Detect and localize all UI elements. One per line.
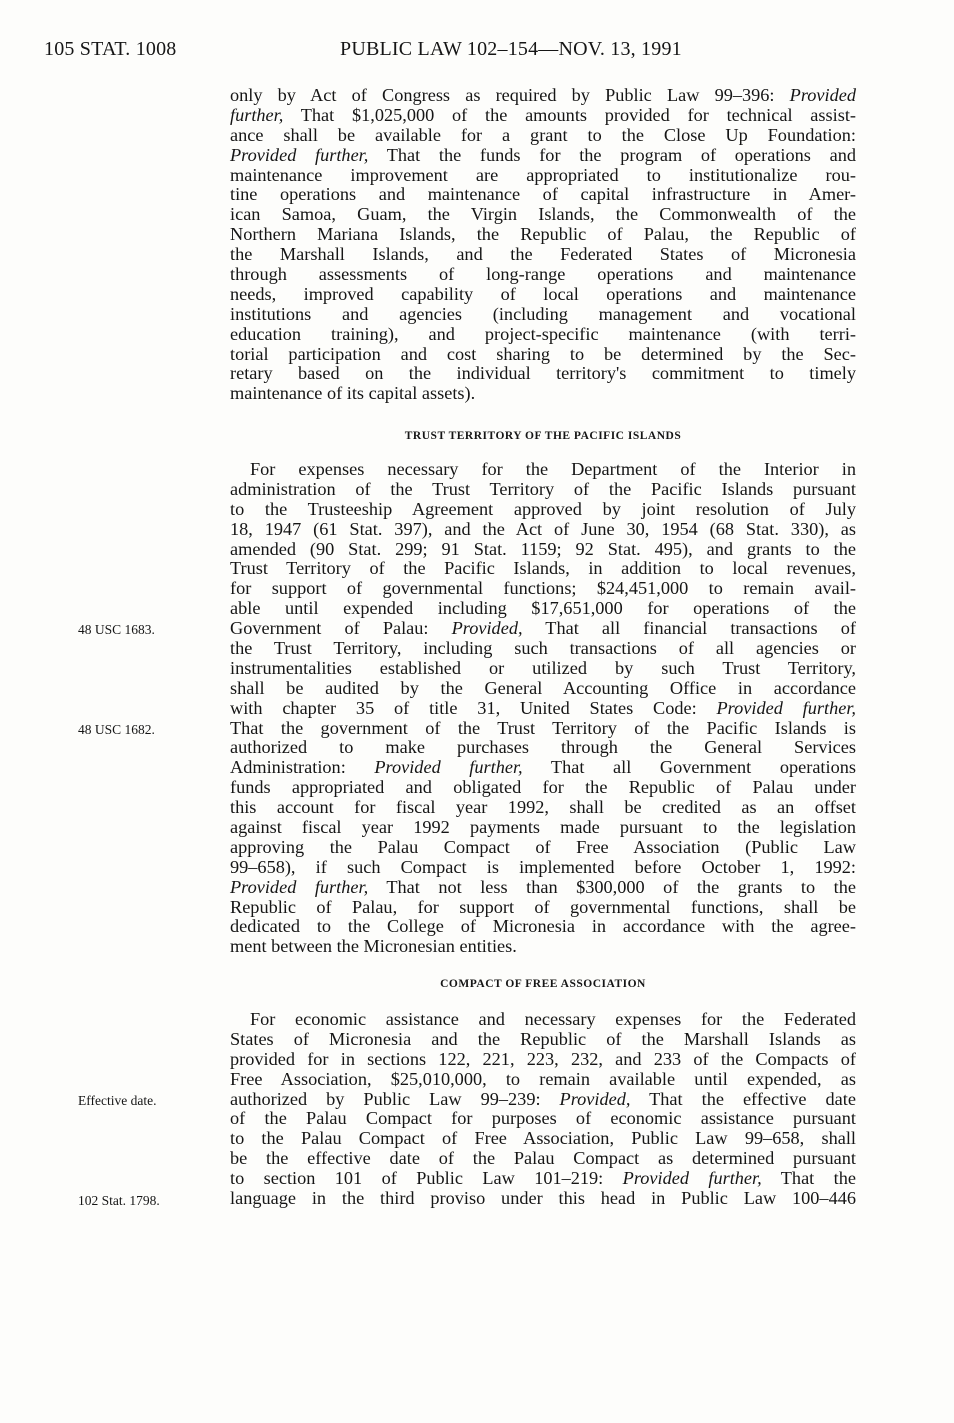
text-line: the Trust Territory, including such transactions of all agencies or [230,638,856,659]
text-line: ance shall be available for a grant to the Close Up Foundation: [230,124,856,145]
text-line: institutions and agencies (including management and vocational [230,303,856,324]
text-line: retary based on the individual territory's commitment to timely [230,363,856,384]
text-line: For expenses necessary for the Department of the Interior in [250,459,856,479]
text-line: Government of Palau: Provided, That all financial transactions of [230,618,856,639]
text-line: to section 101 of Public Law 101–219: Provided further, That the [230,1168,856,1189]
text-line: ment between the Micronesian entities. [230,936,517,957]
text-line: authorized to make purchases through the General Services [230,737,856,758]
paragraph-trust-territory [230,460,856,957]
text-line: to the Trusteeship Agreement approved by joint resolution of July [230,498,856,519]
text-line: Administration: Provided further, That all Government operations [230,757,856,778]
running-title-header: PUBLIC LAW 102–154—NOV. 13, 1991 [340,38,682,60]
text-line: needs, improved capability of local operations and maintenance [230,283,856,304]
text-line: For economic assistance and necessary expenses for the Federated [250,1009,856,1029]
section-heading-compact: COMPACT OF FREE ASSOCIATION [440,978,646,990]
text-line: for support of governmental functions; $24,451,000 to remain avail- [230,578,856,599]
text-line: tine operations and maintenance of capital infrastructure in Amer- [230,184,856,205]
text-line: amended (90 Stat. 299; 91 Stat. 1159; 92 Stat. 495), and grants to the [230,538,856,559]
paragraph-compact [230,1010,856,1209]
text-line: torial participation and cost sharing to be determined by the Sec- [230,343,856,364]
text-line: approving the Palau Compact of Free Association (Public Law [230,836,856,857]
text-line: this account for fiscal year 1992, shall be credited as an offset [230,797,856,818]
text-line: funds appropriated and obligated for the Republic of Palau under [230,777,856,798]
text-line: Northern Mariana Islands, the Republic of Palau, the Republic of [230,224,856,245]
text-line: Provided further, That the funds for the program of operations and [230,144,856,165]
margin-note: 48 USC 1683. [78,622,155,637]
text-line: with chapter 35 of title 31, United States Code: Provided further, [230,697,856,718]
text-line: shall be audited by the General Accounting Office in accordance [230,677,856,698]
text-line: provided for in sections 122, 221, 223, 232, and 233 of the Compacts of [230,1048,856,1069]
text-line: further, That $1,025,000 of the amounts provided for technical assist- [230,104,856,125]
margin-note: Effective date. [78,1093,157,1108]
text-line: only by Act of Congress as required by Public Law 99–396: Provided [230,85,856,105]
text-line: Trust Territory of the Pacific Islands, in addition to local revenues, [230,558,856,579]
text-line: That the government of the Trust Territory of the Pacific Islands is [230,717,856,738]
text-line: language in the third proviso under this head in Public Law 100–446 [230,1188,856,1209]
text-line: authorized by Public Law 99–239: Provided, That the effective date [230,1088,856,1109]
paragraph-continuation [230,86,856,404]
page-number-header: 105 STAT. 1008 [44,38,177,60]
text-line: 18, 1947 (61 Stat. 397), and the Act of June 30, 1954 (68 Stat. 330), as [230,518,856,539]
text-line: Provided further, That not less than $300,000 of the grants to the [230,876,856,897]
text-line: be the effective date of the Palau Compact as determined pursuant [230,1148,856,1169]
margin-note: 48 USC 1682. [78,722,155,737]
text-line: 99–658), if such Compact is implemented before October 1, 1992: [230,856,856,877]
text-line: maintenance of its capital assets). [230,383,476,404]
text-line: instrumentalities established or utilized by such Trust Territory, [230,657,856,678]
text-line: States of Micronesia and the Republic of the Marshall Islands as [230,1028,856,1049]
text-line: of the Palau Compact for purposes of economic assistance pursuant [230,1108,856,1129]
margin-note: 102 Stat. 1798. [78,1193,160,1208]
text-line: administration of the Trust Territory of the Pacific Islands pursuant [230,478,856,499]
text-line: the Marshall Islands, and the Federated States of Micronesia [230,244,856,265]
text-line: Republic of Palau, for support of governmental functions, shall be [230,896,856,917]
text-line: Free Association, $25,010,000, to remain available until expended, as [230,1068,856,1089]
text-line: maintenance improvement are appropriated to institutionalize rou- [230,164,856,185]
text-line: against fiscal year 1992 payments made pursuant to the legislation [230,817,856,838]
section-heading-trust-territory: TRUST TERRITORY OF THE PACIFIC ISLANDS [404,430,682,442]
text-line: through assessments of long-range operations and maintenance [230,264,856,285]
text-line: able until expended including $17,651,000 for operations of the [230,598,856,619]
text-line: to the Palau Compact of Free Association, Public Law 99–658, shall [230,1128,856,1149]
text-line: ican Samoa, Guam, the Virgin Islands, the Commonwealth of the [230,204,856,225]
text-line: dedicated to the College of Micronesia in accordance with the agree- [230,916,856,937]
text-line: education training), and project-specific maintenance (with terri- [230,323,856,344]
